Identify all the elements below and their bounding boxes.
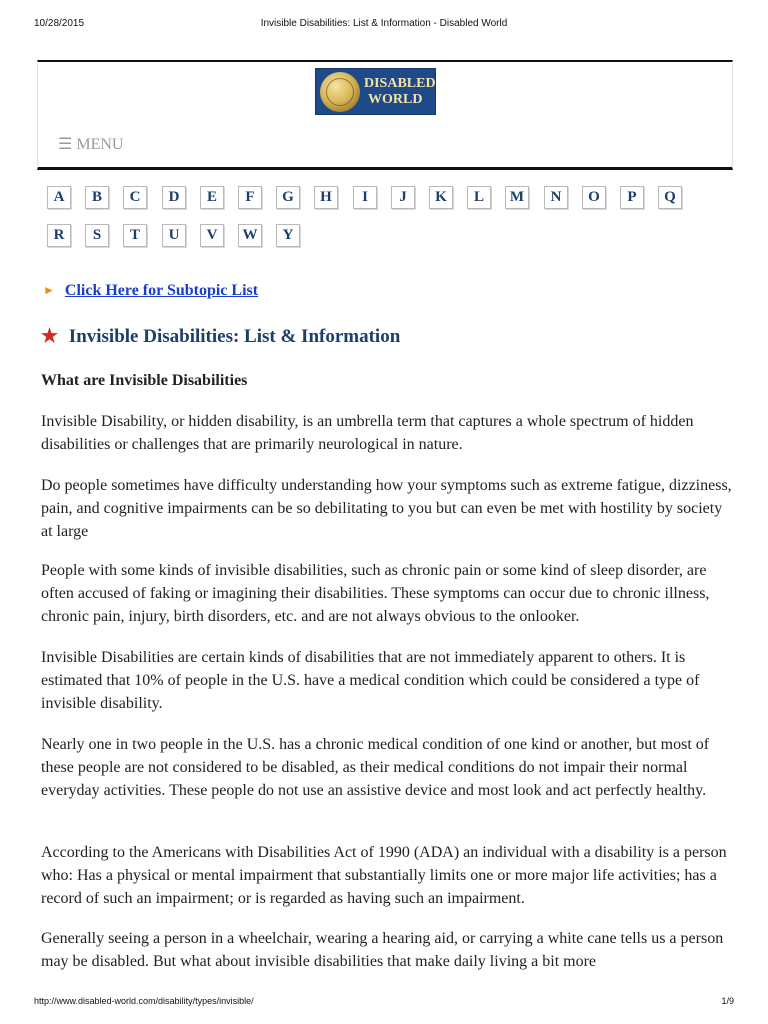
letter-button-q[interactable]: Q [658,186,682,209]
letter-button-s[interactable]: S [85,224,109,247]
site-logo[interactable] [315,68,436,115]
letter-button-m[interactable]: M [505,186,529,209]
menu-button[interactable]: ☰ MENU [58,136,124,153]
paragraph: According to the Americans with Disabilities Act of 1990 (ADA) an individual with a disability is a person who: Has a physical or mental impairment that substantially limits one or more major life activities; has a record of such an impairment; or is regarded as having such an impairment. [41,844,727,907]
letter-button-h[interactable]: H [314,186,338,209]
paragraph: People with some kinds of invisible disabilities, such as chronic pain or some kind of sleep disorder, are often accused of faking or imagining their disabilities. These symptoms can occur due to chronic illness, chronic pain, injury, birth disorders, etc. and are not always obvious to the onlooker. [41,562,710,625]
letter-button-i[interactable]: I [353,186,377,209]
letter-button-v[interactable]: V [200,224,224,247]
article-title: Invisible Disabilities: List & Information [68,326,401,347]
letter-button-w[interactable]: W [238,224,262,247]
play-arrow-icon: ► [43,283,55,297]
letter-button-j[interactable]: J [391,186,415,209]
print-page-title: Invisible Disabilities: List & Information - Disabled World [260,18,508,29]
article-title-row [41,325,400,348]
letter-button-k[interactable]: K [429,186,453,209]
letter-button-f[interactable]: F [238,186,262,209]
letter-button-p[interactable]: P [620,186,644,209]
letter-button-d[interactable]: D [162,186,186,209]
letter-button-b[interactable]: B [85,186,109,209]
paragraph: Do people sometimes have difficulty understanding how your symptoms such as extreme fatigue, dizziness, pain, and cognitive impairments can be so debilitating to you but can even be met with hostility by society at large [41,477,732,540]
paragraph: Nearly one in two people in the U.S. has a chronic medical condition of one kind or another, but most of these people are not considered to be disabled, as their medical conditions do not impair their normal everyday activities. These people do not use an assistive device and most look and act perfectly healthy. [41,736,710,799]
logo-text-line2: WORLD [368,92,423,107]
letter-button-y[interactable]: Y [276,224,300,247]
letter-button-e[interactable]: E [200,186,224,209]
print-url: http://www.disabled-world.com/disability/types/invisible/ [34,996,254,1006]
letter-button-c[interactable]: C [123,186,147,209]
letter-button-l[interactable]: L [467,186,491,209]
paragraph: Generally seeing a person in a wheelchair, wearing a hearing aid, or carrying a white cane tells us a person may be disabled. But what about invisible disabilities that make daily living a bit more [41,930,724,970]
logo-text-line1: DISABLED [364,76,436,91]
letter-button-n[interactable]: N [544,186,568,209]
subtopic-list-link[interactable]: Click Here for Subtopic List [64,282,259,299]
print-date: 10/28/2015 [34,18,85,29]
section-heading: What are Invisible Disabilities [41,372,248,389]
star-icon: ★ [41,326,59,347]
letter-button-t[interactable]: T [123,224,147,247]
letter-button-u[interactable]: U [162,224,186,247]
site-header [37,60,733,170]
globe-icon [320,72,360,112]
letter-button-g[interactable]: G [276,186,300,209]
letter-button-r[interactable]: R [47,224,71,247]
paragraph: Invisible Disabilities are certain kinds of disabilities that are not immediately apparent to others. It is estimated that 10% of people in the U.S. have a medical condition which could be considered a type of invisible disability. [41,649,700,712]
print-footer [34,996,734,1010]
print-page-number: 1/9 [721,996,734,1006]
print-header [34,18,734,32]
subtopic-link-row [43,282,258,300]
letter-button-a[interactable]: A [47,186,71,209]
letter-button-o[interactable]: O [582,186,606,209]
paragraph: Invisible Disability, or hidden disability, is an umbrella term that captures a whole spectrum of hidden disabilities or challenges that are primarily neurological in nature. [41,413,694,453]
